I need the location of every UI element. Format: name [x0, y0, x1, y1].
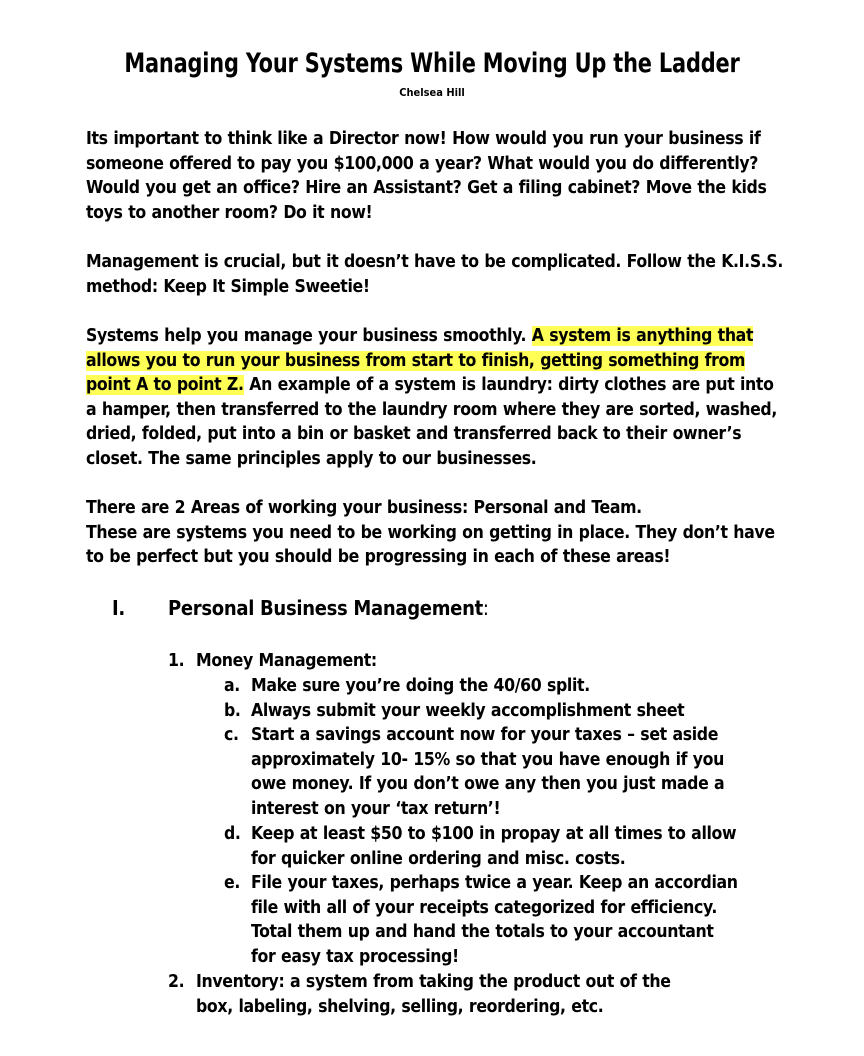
- sub-item-text: Make sure you’re doing the 40/60 split.: [251, 676, 590, 696]
- section-title: Personal Business Management: [168, 596, 483, 620]
- section-heading: [112, 596, 489, 620]
- section-numeral: I.: [112, 596, 125, 620]
- list-item-inventory: [168, 970, 728, 1019]
- sub-item-text: Start a savings account now for your taxes – set aside approximately 10- 15% so that you have enough if you owe money. If you don’t owe any then you just made a interest on your ‘tax return’!: [251, 725, 725, 819]
- list-item-text: Money Management:: [196, 651, 377, 671]
- highlighted-definition: A system is anything that allows you to run your business from start to finish, getting something from point A to point Z.: [86, 326, 754, 396]
- areas-paragraph: [86, 496, 786, 570]
- sub-marker: e.: [224, 873, 240, 893]
- sub-marker: d.: [224, 824, 241, 844]
- management-paragraph: Management is crucial, but it doesn’t have to be complicated. Follow the K.I.S.S. method: Keep It Simple Sweetie!: [86, 252, 784, 297]
- sub-marker: b.: [224, 701, 241, 721]
- sub-item-text: Keep at least $50 to $100 in propay at all times to allow for quicker online ordering and misc. costs.: [251, 824, 737, 869]
- sub-marker: c.: [224, 725, 239, 745]
- areas-line: There are 2 Areas of working your business: Personal and Team.: [86, 498, 642, 518]
- sub-item-text: Always submit your weekly accomplishment sheet: [251, 701, 685, 721]
- sub-item-e: [224, 871, 744, 969]
- sub-item-a: [224, 674, 744, 699]
- intro-paragraph: Its important to think like a Director now! How would you run your business if someone offered to pay you $100,000 a year? What would you do differently? Would you get an office? Hire an Assistant? Get a filing cabinet? Move the kids toys to another room? Do it now!: [86, 129, 767, 223]
- author-name: Chelsea Hill: [399, 86, 465, 99]
- list-marker: 1.: [168, 651, 185, 671]
- systems-intro-text: Systems help you manage your business smoothly.: [86, 326, 532, 346]
- sub-item-b: [224, 699, 744, 724]
- document-title: Managing Your Systems While Moving Up the Ladder: [124, 48, 740, 79]
- areas-detail: These are systems you need to be working on getting in place. They don’t have to be perfect but you should be progressing in each of these areas!: [86, 522, 775, 568]
- section-colon: :: [482, 596, 489, 620]
- sub-item-d: [224, 822, 744, 871]
- list-item-text: Inventory: a system from taking the product out of the box, labeling, shelving, selling, reordering, etc.: [196, 972, 671, 1017]
- laundry-example-text: An example of a system is laundry: dirty clothes are put into a hamper, then transferred to the laundry room where they are sorted, washed, dried, folded, put into a bin or basket and transferred back to their owner’s closet. The same principles apply to our businesses.: [86, 375, 777, 469]
- systems-paragraph: [86, 324, 786, 472]
- sub-item-c: [224, 723, 744, 821]
- list-marker: 2.: [168, 972, 185, 992]
- sub-marker: a.: [224, 676, 240, 696]
- sub-item-text: File your taxes, perhaps twice a year. Keep an accordian file with all of your receipts categorized for efficiency. Total them up and hand the totals to your accountant for easy tax processing!: [251, 873, 738, 967]
